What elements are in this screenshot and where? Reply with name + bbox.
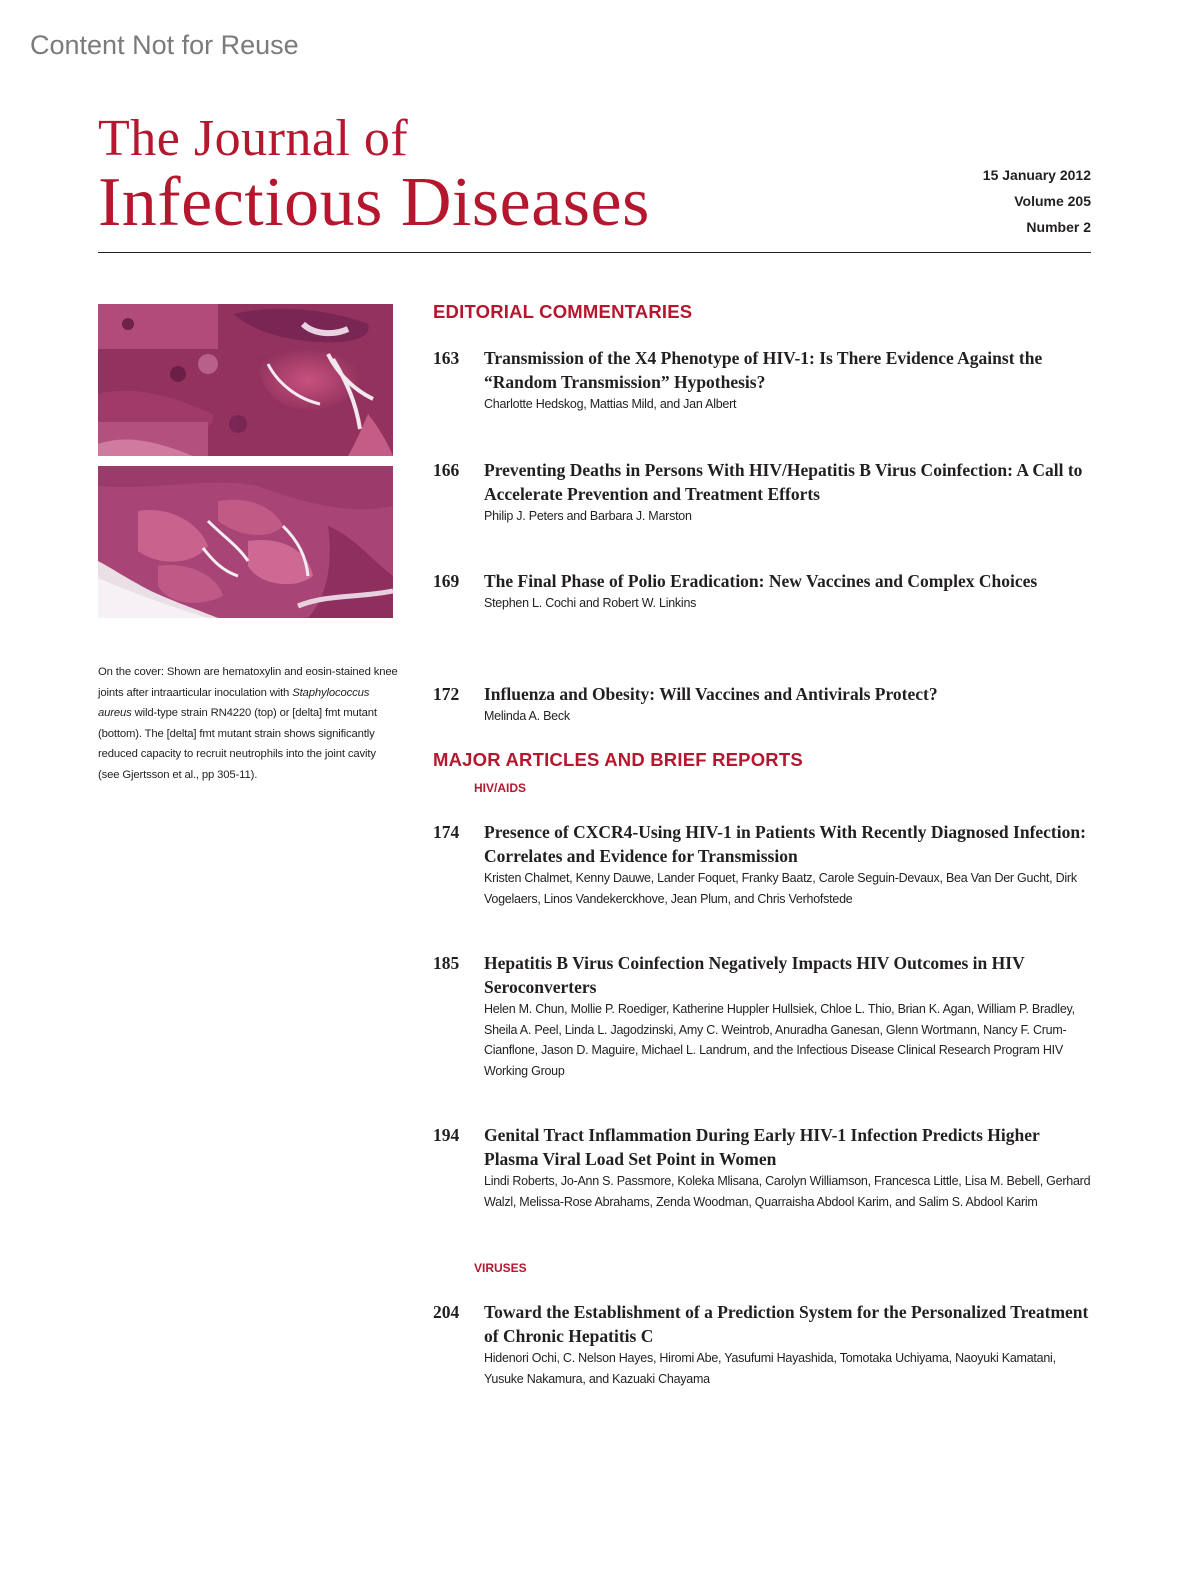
- issue-info: [983, 162, 1091, 240]
- cover-caption-species: Staphylococcus aureus: [98, 686, 370, 719]
- toc-authors: Charlotte Hedskog, Mattias Mild, and Jan Albert: [484, 397, 737, 411]
- toc-title: Toward the Establishment of a Prediction System for the Personalized Treatment of Chronic Hepatitis C: [484, 1302, 1089, 1346]
- cover-image-bottom: [98, 466, 393, 618]
- toc-page-number: 163: [433, 348, 460, 368]
- subsection-hiv-aids: HIV/AIDS: [474, 781, 527, 795]
- toc-authors: Helen M. Chun, Mollie P. Roediger, Katherine Huppler Hullsiek, Chloe L. Thio, Brian K. Agan, William P. Bradley, Sheila A. Peel, Linda L. Jagodzinski, Amy C. Weintrob, Anuradha Ganesan, Glenn Wortmann, Nancy F. Crum-Cianflone, Jason D. Maguire, Michael L. Landrum, and the Infectious Disease Clinical Research Program HIV Working Group: [484, 1002, 1075, 1078]
- toc-title: Hepatitis B Virus Coinfection Negatively Impacts HIV Outcomes in HIV Seroconverters: [484, 953, 1025, 997]
- toc-authors: Philip J. Peters and Barbara J. Marston: [484, 509, 692, 523]
- toc-authors: Hidenori Ochi, C. Nelson Hayes, Hiromi Abe, Yasufumi Hayashida, Tomotaka Uchiyama, Naoyuki Kamatani, Yusuke Nakamura, and Kazuaki Chayama: [484, 1351, 1056, 1386]
- toc-page-number: 204: [433, 1302, 460, 1322]
- section-editorial-commentaries: EDITORIAL COMMENTARIES: [433, 301, 693, 322]
- toc-entry[interactable]: [433, 951, 1093, 1081]
- toc-entry[interactable]: [433, 1123, 1093, 1212]
- toc-authors: Kristen Chalmet, Kenny Dauwe, Lander Foquet, Franky Baatz, Carole Seguin-Devaux, Bea Van Der Gucht, Dirk Vogelaers, Linos Vandekerckhove, Jean Plum, and Chris Verhofstede: [484, 871, 1077, 906]
- toc-page-number: 166: [433, 460, 460, 480]
- toc-authors: Melinda A. Beck: [484, 709, 570, 723]
- issue-volume: Volume 205: [1014, 193, 1091, 209]
- toc-page-number: 185: [433, 953, 460, 973]
- toc-page-number: 194: [433, 1125, 460, 1145]
- toc-page-number: 172: [433, 684, 460, 704]
- toc-entry[interactable]: [433, 458, 1093, 527]
- toc-page-number: 169: [433, 571, 460, 591]
- toc-entry[interactable]: [433, 1300, 1093, 1389]
- toc-page-number: 174: [433, 822, 460, 842]
- toc-title: Preventing Deaths in Persons With HIV/Hepatitis B Virus Coinfection: A Call to Accelerate Prevention and Treatment Efforts: [484, 460, 1083, 504]
- issue-number: Number 2: [1026, 219, 1091, 235]
- toc-title: The Final Phase of Polio Eradication: New Vaccines and Complex Choices: [484, 571, 1038, 591]
- toc-title: Presence of CXCR4-Using HIV-1 in Patients With Recently Diagnosed Infection: Correlates and Evidence for Transmission: [484, 822, 1086, 866]
- cover-caption-text-2: wild-type strain RN4220 (top) or [delta] fmt mutant (bottom). The [delta] fmt mutant strain shows significantly reduced capacity to recruit neutrophils into the joint cavity (see Gjertsson et al., pp 305-11).: [98, 707, 377, 781]
- issue-date: 15 January 2012: [982, 167, 1091, 183]
- toc-entry[interactable]: [433, 346, 1093, 415]
- section-major-articles: MAJOR ARTICLES AND BRIEF REPORTS: [433, 749, 803, 770]
- journal-name-line2: Infectious Diseases: [98, 164, 650, 241]
- toc-title: Influenza and Obesity: Will Vaccines and Antivirals Protect?: [484, 684, 938, 704]
- cover-caption-text-1: On the cover: Shown are hematoxylin and eosin-stained knee joints after intraarticular inoculation with: [98, 666, 398, 699]
- journal-name-line1: The Journal of: [98, 110, 409, 167]
- toc-entry[interactable]: [433, 682, 1093, 727]
- masthead-divider: [98, 252, 1091, 253]
- watermark: Content Not for Reuse: [30, 30, 299, 60]
- toc-authors: Lindi Roberts, Jo-Ann S. Passmore, Koleka Mlisana, Carolyn Williamson, Francesca Little, Lisa M. Bebell, Gerhard Walzl, Melissa-Rose Abrahams, Zenda Woodman, Quarraisha Abdool Karim, and Salim S. Abdool Karim: [484, 1174, 1091, 1209]
- cover-caption: [98, 662, 398, 785]
- journal-masthead: [98, 110, 650, 241]
- toc-title: Transmission of the X4 Phenotype of HIV-1: Is There Evidence Against the “Random Transmission” Hypothesis?: [484, 348, 1043, 392]
- toc-entry[interactable]: [433, 569, 1093, 614]
- toc-title: Genital Tract Inflammation During Early HIV-1 Infection Predicts Higher Plasma Viral Load Set Point in Women: [484, 1125, 1040, 1169]
- cover-image-top: [98, 304, 393, 456]
- toc-authors: Stephen L. Cochi and Robert W. Linkins: [484, 596, 697, 610]
- subsection-viruses: VIRUSES: [474, 1261, 527, 1275]
- toc-entry[interactable]: [433, 820, 1093, 909]
